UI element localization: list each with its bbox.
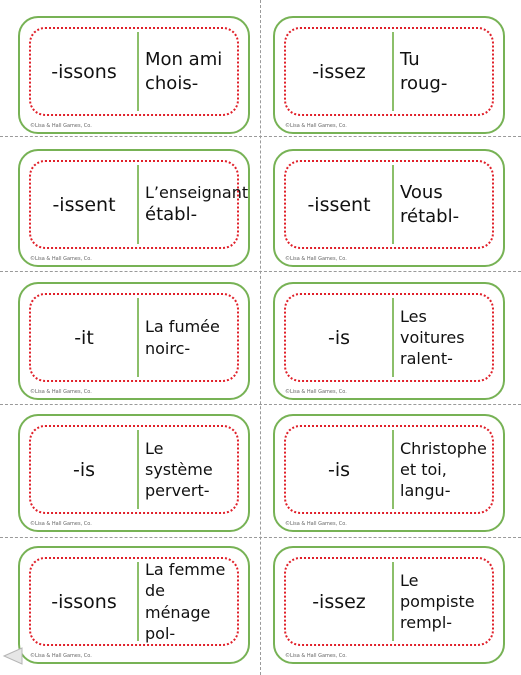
card-stem [400, 295, 488, 380]
verb-card-6 [273, 282, 505, 400]
verb-card-4 [273, 149, 505, 267]
cut-line-horizontal [0, 537, 521, 538]
verb-card-2 [273, 16, 505, 134]
stem-line: établ- [145, 204, 198, 226]
verb-card-8 [273, 414, 505, 532]
card-stem [145, 29, 233, 114]
cut-line-horizontal [0, 136, 521, 137]
card-stem [145, 162, 249, 247]
stem-line: noirc- [145, 338, 191, 358]
stem-line: rétabl- [400, 205, 460, 227]
stem-line: Mon ami [145, 48, 223, 70]
card-ending: -issez [312, 60, 366, 83]
card-stem [400, 29, 488, 114]
copyright-text: ©Lisa & Hall Games, Co. [30, 389, 92, 395]
verb-card-1 [18, 16, 250, 134]
card-inner-border [29, 27, 239, 116]
copyright-text: ©Lisa & Hall Games, Co. [285, 389, 347, 395]
stem-line: Les [400, 306, 427, 326]
copyright-text: ©Lisa & Hall Games, Co. [30, 653, 92, 659]
cut-line-vertical [260, 0, 261, 675]
card-stem [400, 162, 488, 247]
card-stem [145, 427, 233, 512]
card-divider [392, 32, 394, 111]
stem-line: voitures [400, 327, 465, 347]
stem-line: La femme [145, 560, 226, 580]
stem-line: Christophe [400, 438, 487, 458]
card-inner-border [284, 160, 494, 249]
verb-card-10 [273, 546, 505, 664]
stem-line: Le [400, 570, 419, 590]
cut-line-horizontal [0, 271, 521, 272]
stem-line: pol- [145, 623, 176, 643]
stem-line: et toi, [400, 459, 447, 479]
copyright-text: ©Lisa & Hall Games, Co. [30, 123, 92, 129]
verb-card-7 [18, 414, 250, 532]
card-stem [145, 559, 233, 644]
card-divider [392, 298, 394, 377]
card-stem [400, 559, 488, 644]
card-stem [145, 295, 233, 380]
card-ending: -issons [51, 60, 117, 83]
copyright-text: ©Lisa & Hall Games, Co. [285, 653, 347, 659]
stem-line: de ménage [145, 581, 211, 622]
card-divider [392, 562, 394, 641]
card-stem [400, 427, 488, 512]
stem-line: langu- [400, 481, 451, 501]
card-inner-border [29, 425, 239, 514]
card-ending: -is [327, 458, 351, 481]
stem-line: chois- [145, 72, 199, 94]
previous-page-arrow-icon[interactable] [2, 647, 24, 665]
card-ending: -issent [52, 193, 116, 216]
card-inner-border [284, 27, 494, 116]
card-divider [137, 32, 139, 111]
copyright-text: ©Lisa & Hall Games, Co. [285, 123, 347, 129]
copyright-text: ©Lisa & Hall Games, Co. [285, 521, 347, 527]
card-divider [392, 165, 394, 244]
card-ending: -issent [307, 193, 371, 216]
card-divider [137, 165, 139, 244]
card-inner-border [284, 425, 494, 514]
card-divider [137, 298, 139, 377]
card-divider [392, 430, 394, 509]
stem-line: Le système [145, 438, 213, 479]
stem-line: L’enseignant [145, 183, 249, 203]
card-inner-border [29, 293, 239, 382]
card-ending: -issez [312, 590, 366, 613]
stem-line: ralent- [400, 349, 453, 369]
card-ending: -is [327, 326, 351, 349]
stem-line: pervert- [145, 481, 210, 501]
stem-line: pompiste [400, 591, 475, 611]
card-ending: -it [74, 326, 94, 349]
verb-card-9 [18, 546, 250, 664]
card-inner-border [284, 293, 494, 382]
card-inner-border [29, 160, 249, 249]
stem-line: rempl- [400, 613, 453, 633]
copyright-text: ©Lisa & Hall Games, Co. [285, 256, 347, 262]
card-inner-border [29, 557, 239, 646]
card-ending: -issons [51, 590, 117, 613]
card-divider [137, 562, 139, 641]
stem-line: La fumée [145, 317, 220, 337]
card-inner-border [284, 557, 494, 646]
card-ending: -is [72, 458, 96, 481]
stem-line: roug- [400, 72, 448, 94]
stem-line: Tu [400, 48, 420, 70]
verb-card-5 [18, 282, 250, 400]
stem-line: Vous [400, 181, 443, 203]
card-divider [137, 430, 139, 509]
verb-card-3 [18, 149, 250, 267]
copyright-text: ©Lisa & Hall Games, Co. [30, 521, 92, 527]
copyright-text: ©Lisa & Hall Games, Co. [30, 256, 92, 262]
cut-line-horizontal [0, 404, 521, 405]
